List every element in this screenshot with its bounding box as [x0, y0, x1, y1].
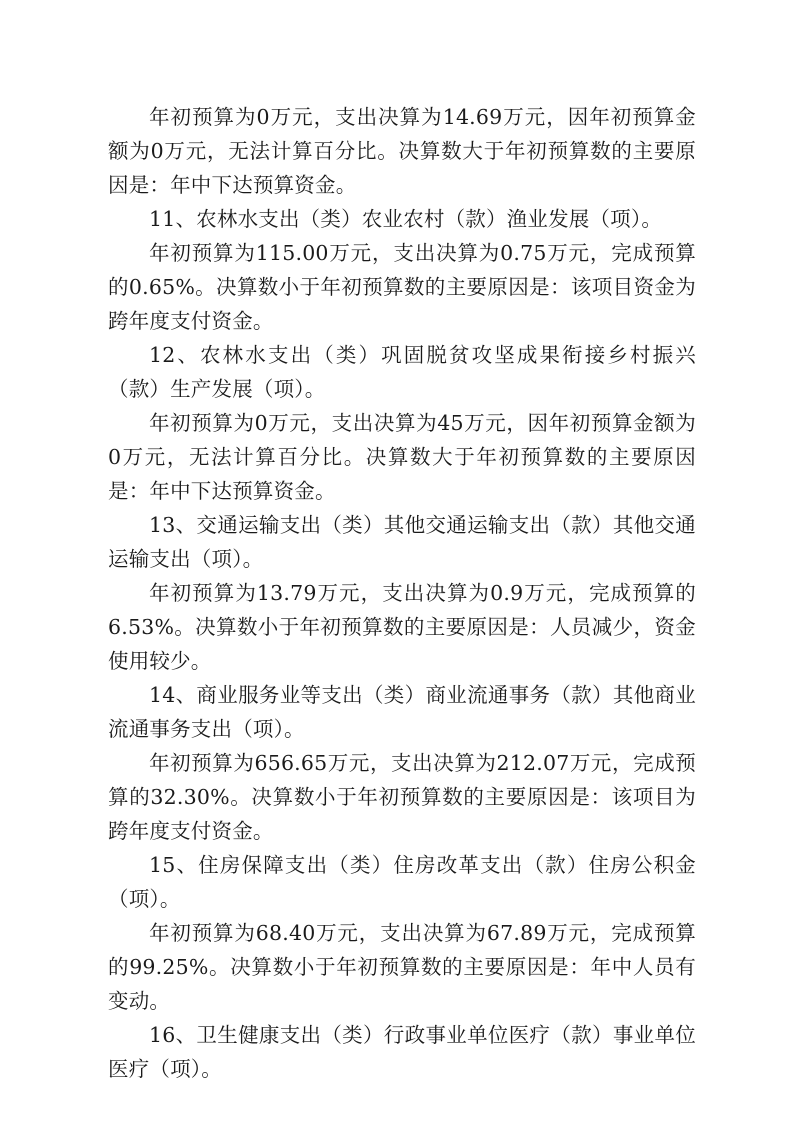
paragraph-item-14-heading: 14、商业服务业等支出（类）商业流通事务（款）其他商业流通事务支出（项）。 — [108, 683, 696, 741]
paragraph-item-11-detail: 年初预算为115.00万元，支出决算为0.75万元，完成预算的0.65%。决算数小于年初预算数的主要原因是：该项目资金为跨年度支付资金。 — [108, 241, 696, 333]
paragraph-item-12-heading: 12、农林水支出（类）巩固脱贫攻坚成果衔接乡村振兴（款）生产发展（项）。 — [108, 343, 696, 401]
paragraph-item-11-heading: 11、农林水支出（类）农业农村（款）渔业发展（项）。 — [149, 207, 663, 231]
paragraph-item-14-detail: 年初预算为656.65万元，支出决算为212.07万元，完成预算的32.30%。决算数小于年初预算数的主要原因是：该项目为跨年度支付资金。 — [108, 751, 696, 843]
paragraph-item-16-heading: 16、卫生健康支出（类）行政事业单位医疗（款）事业单位医疗（项）。 — [108, 1023, 696, 1081]
paragraph-item-13-detail: 年初预算为13.79万元，支出决算为0.9万元，完成预算的6.53%。决算数小于年初预算数的主要原因是：人员减少，资金使用较少。 — [108, 581, 696, 673]
paragraph-item-13-heading: 13、交通运输支出（类）其他交通运输支出（款）其他交通运输支出（项）。 — [108, 513, 696, 571]
document-body — [108, 100, 696, 1086]
paragraph-item-12-detail: 年初预算为0万元，支出决算为45万元，因年初预算金额为0万元，无法计算百分比。决算数大于年初预算数的主要原因是：年中下达预算资金。 — [108, 411, 696, 503]
paragraph-item-15-heading: 15、住房保障支出（类）住房改革支出（款）住房公积金（项）。 — [108, 853, 696, 911]
paragraph-item-10-detail: 年初预算为0万元，支出决算为14.69万元，因年初预算金额为0万元，无法计算百分比。决算数大于年初预算数的主要原因是：年中下达预算资金。 — [108, 105, 696, 197]
paragraph-item-15-detail: 年初预算为68.40万元，支出决算为67.89万元，完成预算的99.25%。决算数小于年初预算数的主要原因是：年中人员有变动。 — [108, 921, 696, 1013]
